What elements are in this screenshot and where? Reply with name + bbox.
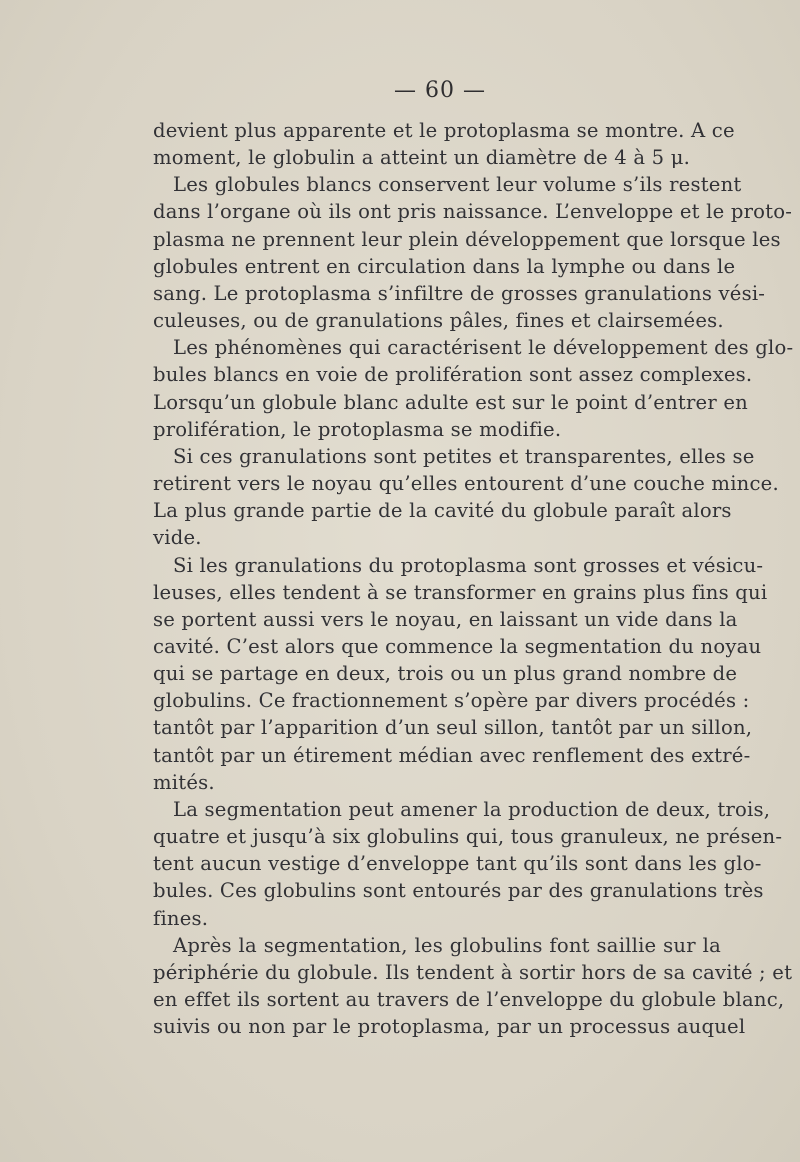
text-line: La segmentation peut amener la production de deux, trois, [173, 797, 771, 821]
text-line: se portent aussi vers le noyau, en laissant un vide dans la [153, 607, 738, 631]
text-line: bules. Ces globulins sont entourés par des granulations très [153, 879, 764, 903]
paragraph-1 [153, 117, 735, 171]
text-line: cavité. C’est alors que commence la segmentation du noyau [153, 634, 762, 658]
text-line: culeuses, ou de granulations pâles, fines et clairsemées. [153, 309, 724, 333]
text-line: moment, le globulin a atteint un diamètre de 4 à 5 μ. [153, 146, 691, 170]
text-line: La plus grande partie de la cavité du globule paraît alors [153, 499, 732, 523]
text-line: suivis ou non par le protoplasma, par un processus auquel [153, 1015, 746, 1039]
text-line: globules entrent en circulation dans la lymphe ou dans le [153, 254, 736, 278]
text-line: prolifération, le protoplasma se modifie. [153, 417, 562, 441]
text-line: dans l’organe où ils ont pris naissance. L’enveloppe et le proto- [153, 200, 793, 224]
text-line: retirent vers le noyau qu’elles entourent d’une couche mince. [153, 472, 779, 496]
text-line: périphérie du globule. Ils tendent à sortir hors de sa cavité ; et [153, 960, 793, 984]
text-line: Après la segmentation, les globulins font saillie sur la [173, 933, 721, 957]
text-line: bules blancs en voie de prolifération sont assez complexes. [153, 363, 753, 387]
text-line: sang. Le protoplasma s’infiltre de grosses granulations vési- [153, 281, 766, 305]
paragraph-4 [153, 443, 779, 552]
text-line: en effet ils sortent au travers de l’enveloppe du globule blanc, [153, 988, 785, 1011]
text-line: vide. [153, 526, 202, 550]
paragraph-6 [153, 796, 783, 932]
text-line: mités. [153, 770, 215, 794]
text-line: quatre et jusqu’à six globulins qui, tous granuleux, ne présen- [153, 825, 783, 849]
text-line: Les globules blancs conservent leur volume s’ils restent [173, 173, 742, 197]
paragraph-5 [153, 552, 768, 796]
paragraph-2 [153, 171, 793, 334]
body-text [153, 117, 794, 1040]
text-line: leuses, elles tendent à se transformer en grains plus fins qui [153, 580, 768, 604]
text-line: tent aucun vestige d’enveloppe tant qu’ils sont dans les glo- [153, 852, 762, 876]
text-line: plasma ne prennent leur plein développement que lorsque les [153, 227, 781, 251]
text-line: devient plus apparente et le protoplasma se montre. A ce [153, 119, 735, 142]
text-line: globulins. Ce fractionnement s’opère par divers procédés : [153, 689, 750, 713]
paragraph-3 [153, 334, 794, 443]
text-line: Les phénomènes qui caractérisent le développement des glo- [173, 336, 794, 360]
text-line: Lorsqu’un globule blanc adulte est sur le point d’entrer en [153, 390, 748, 414]
text-line: tantôt par un étirement médian avec renflement des extré- [153, 743, 751, 767]
text-line: fines. [153, 906, 209, 930]
text-line: qui se partage en deux, trois ou un plus grand nombre de [153, 662, 738, 686]
paragraph-7 [153, 932, 793, 1041]
page-number: — 60 — [394, 78, 486, 103]
text-line: Si les granulations du protoplasma sont grosses et vésicu- [173, 553, 764, 577]
text-line: tantôt par l’apparition d’un seul sillon, tantôt par un sillon, [153, 716, 753, 740]
text-line: Si ces granulations sont petites et transparentes, elles se [173, 444, 755, 468]
